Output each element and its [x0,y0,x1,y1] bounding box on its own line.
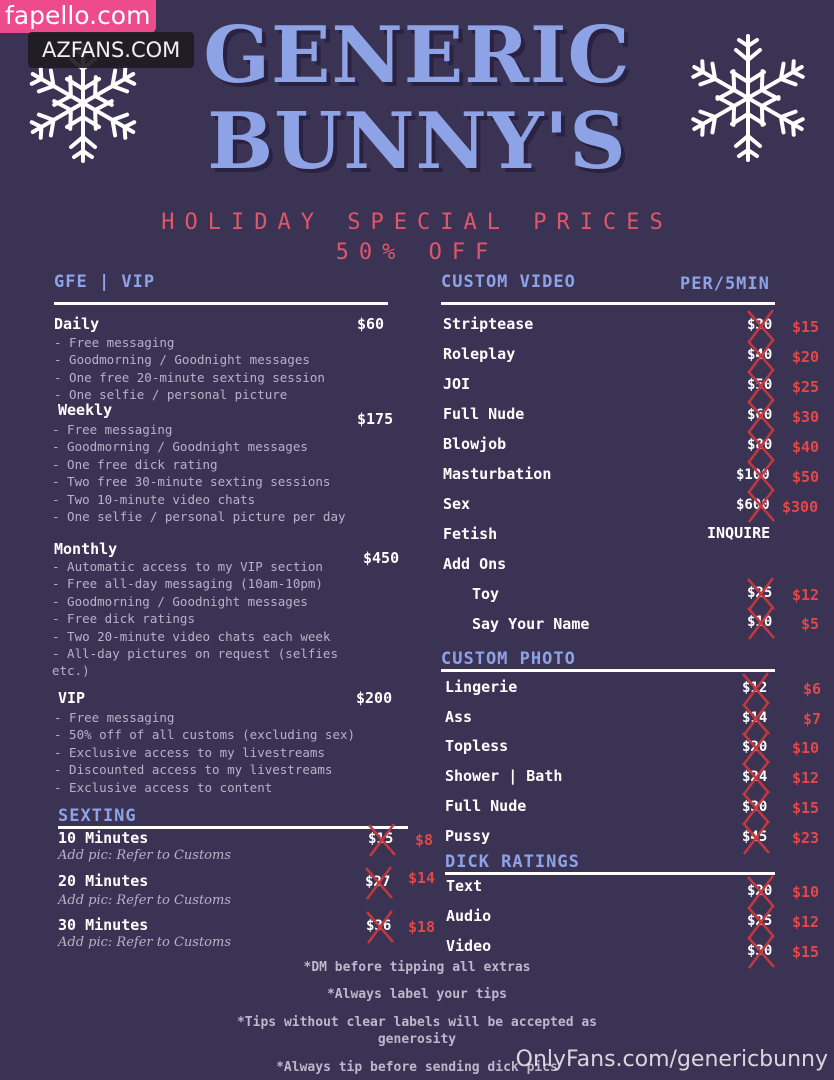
sexting-30-old-price: $36 [366,918,391,934]
feature-item: - Automatic access to my VIP section [52,559,323,574]
video-roleplay-name: Roleplay [443,345,516,363]
video-sex-new-price: $300 [782,498,819,516]
video-roleplay-new-price: $20 [792,348,820,366]
photo-lingerie-new-price: $6 [803,680,822,698]
photo-pussy-new-price: $23 [792,829,820,847]
tier-daily-features [54,334,325,404]
sexting-30-new-price: $18 [408,918,436,936]
video-blowjob-new-price: $40 [792,438,820,456]
photo-topless-name: Topless [445,737,509,755]
rating-video-name: Video [446,937,492,955]
addon-toy-new-price: $12 [792,586,820,604]
photo-full-nude-old-price: $30 [742,799,767,815]
video-joi-new-price: $25 [792,378,820,396]
photo-ass-name: Ass [445,708,473,726]
sexting-30-name: 30 Minutes [58,916,149,934]
note-tip-before-pics: *Always tip before sending dick pics [276,1060,558,1075]
strikethrough-icon [744,487,778,525]
video-full-nude-new-price: $30 [792,408,820,426]
gfe-header: GFE | VIP [54,272,156,292]
tier-vip-name: VIP [58,689,86,707]
sexting-10-note: Add pic: Refer to Customs [58,848,231,863]
feature-item: - One selfie / personal picture per day [52,509,346,525]
video-joi-old-price: $50 [747,377,772,393]
addon-say-your-name-new-price: $5 [801,615,820,633]
addon-toy-old-price: $25 [747,585,772,601]
title-line-2: BUNNY'S [207,96,627,187]
video-masturbation-name: Masturbation [443,465,552,483]
photo-shower-bath-name: Shower | Bath [445,767,563,785]
rating-audio-name: Audio [446,907,492,925]
sexting-10-old-price: $15 [368,831,393,847]
sexting-20-new-price: $14 [408,869,436,887]
custom-video-divider [441,302,775,305]
strikethrough-icon [363,908,397,946]
video-sex-name: Sex [443,495,471,513]
gfe-divider [54,302,388,305]
sexting-30-note: Add pic: Refer to Customs [58,935,231,950]
video-full-nude-old-price: $60 [747,407,772,423]
note-unlabeled-tips: *Tips without clear labels will be accepted as [236,1015,598,1030]
rating-video-new-price: $15 [792,943,820,961]
feature-item: - Goodmorning / Goodnight messages [54,352,310,368]
addon-say-your-name-name: Say Your Name [472,615,590,633]
feature-item: - Two 10-minute video chats [52,491,256,507]
addons-label: Add Ons [443,555,507,573]
video-striptease-old-price: $30 [747,317,772,333]
video-striptease-name: Striptease [443,315,534,333]
note-dm-before-tipping: *DM before tipping all extras [303,960,531,975]
feature-item: - One free 20-minute sexting session [54,369,325,385]
photo-topless-new-price: $10 [792,739,820,757]
strikethrough-icon [739,819,773,857]
photo-ass-new-price: $7 [803,710,822,728]
custom-photo-header: CUSTOM PHOTO [441,649,576,669]
video-masturbation-new-price: $50 [792,468,820,486]
sexting-header: SEXTING [58,806,137,826]
photo-lingerie-old-price: $12 [742,680,767,696]
feature-item: - Discounted access to my livestreams [54,762,333,778]
rating-audio-new-price: $12 [792,913,820,931]
dick-ratings-header: DICK RATINGS [445,852,580,872]
custom-video-header: CUSTOM VIDEO [441,272,576,292]
feature-item: - Free messaging [54,710,175,725]
feature-item: etc.) [52,663,90,679]
tier-daily-price: $60 [357,315,385,333]
photo-lingerie-name: Lingerie [445,678,518,696]
custom-photo-divider [441,669,775,672]
subtitle-line-2: 50% OFF [335,240,499,265]
tier-daily-name: Daily [54,315,100,333]
feature-item: - Goodmorning / Goodnight messages [52,593,308,609]
feature-item: - Free all-day messaging (10am-10pm) [52,576,323,592]
tier-monthly-name: Monthly [54,540,118,558]
photo-topless-old-price: $20 [742,739,767,755]
video-blowjob-old-price: $80 [747,437,772,453]
video-fetish-value: INQUIRE [707,524,771,542]
feature-item: - One free dick rating [52,456,218,472]
rating-text-new-price: $10 [792,883,820,901]
photo-shower-bath-new-price: $12 [792,769,820,787]
feature-item: - Free messaging [54,335,175,350]
feature-item: - 50% off of all customs (excluding sex) [54,727,356,743]
feature-item: - Goodmorning / Goodnight messages [52,439,308,455]
tier-vip-features [54,709,355,796]
tier-weekly-price: $175 [357,410,394,428]
feature-item: - Exclusive access to content [54,779,273,795]
feature-item: - Two free 30-minute sexting sessions [52,474,331,490]
strikethrough-icon [365,821,399,859]
video-blowjob-name: Blowjob [443,435,507,453]
photo-pussy-old-price: $45 [742,829,767,845]
tier-weekly-name: Weekly [58,401,113,419]
note-generosity: generosity [377,1032,457,1047]
dick-ratings-divider [445,872,775,875]
addon-say-your-name-old-price: $10 [747,614,772,630]
tier-weekly-features [52,421,346,525]
video-striptease-new-price: $15 [792,318,820,336]
addon-toy-name: Toy [472,585,500,603]
feature-item: - One selfie / personal picture [54,387,288,403]
video-full-nude-name: Full Nude [443,405,525,423]
strikethrough-icon [362,864,396,902]
custom-video-unit: PER/5MIN [680,274,770,294]
feature-item: - Two 20-minute video chats each week [52,628,331,644]
video-sex-old-price: $600 [736,497,770,513]
feature-item: - All-day pictures on request (selfies [52,646,338,662]
photo-shower-bath-old-price: $24 [742,769,767,785]
subtitle-line-1: HOLIDAY SPECIAL PRICES [161,210,673,235]
sexting-20-note: Add pic: Refer to Customs [58,893,231,908]
rating-audio-old-price: $25 [747,913,772,929]
sexting-20-name: 20 Minutes [58,872,149,890]
rating-text-old-price: $20 [747,883,772,899]
watermark-fapello[interactable]: fapello.com [0,0,156,33]
sexting-20-old-price: $27 [365,874,390,890]
tier-monthly-features [52,558,338,680]
rating-text-name: Text [446,877,483,895]
feature-item: - Exclusive access to my livestreams [54,744,325,760]
watermark-onlyfans[interactable]: OnlyFans.com/genericbunny [515,1047,828,1072]
rating-video-old-price: $30 [747,943,772,959]
photo-full-nude-new-price: $15 [792,799,820,817]
video-masturbation-old-price: $100 [736,467,770,483]
tier-monthly-price: $450 [363,549,400,567]
note-label-tips: *Always label your tips [326,987,507,1002]
video-fetish-name: Fetish [443,525,498,543]
sexting-10-new-price: $8 [415,831,434,849]
feature-item: - Free dick ratings [52,611,195,627]
photo-ass-old-price: $14 [742,710,767,726]
watermark-azfans[interactable]: AZFANS.COM [28,32,194,68]
feature-item: - Free messaging [52,422,173,437]
title-line-1: GENERIC [203,10,631,101]
video-joi-name: JOI [443,375,471,393]
sexting-10-name: 10 Minutes [58,829,149,847]
video-roleplay-old-price: $40 [747,347,772,363]
strikethrough-icon [744,604,778,642]
photo-pussy-name: Pussy [445,827,491,845]
photo-full-nude-name: Full Nude [445,797,527,815]
tier-vip-price: $200 [356,689,393,707]
